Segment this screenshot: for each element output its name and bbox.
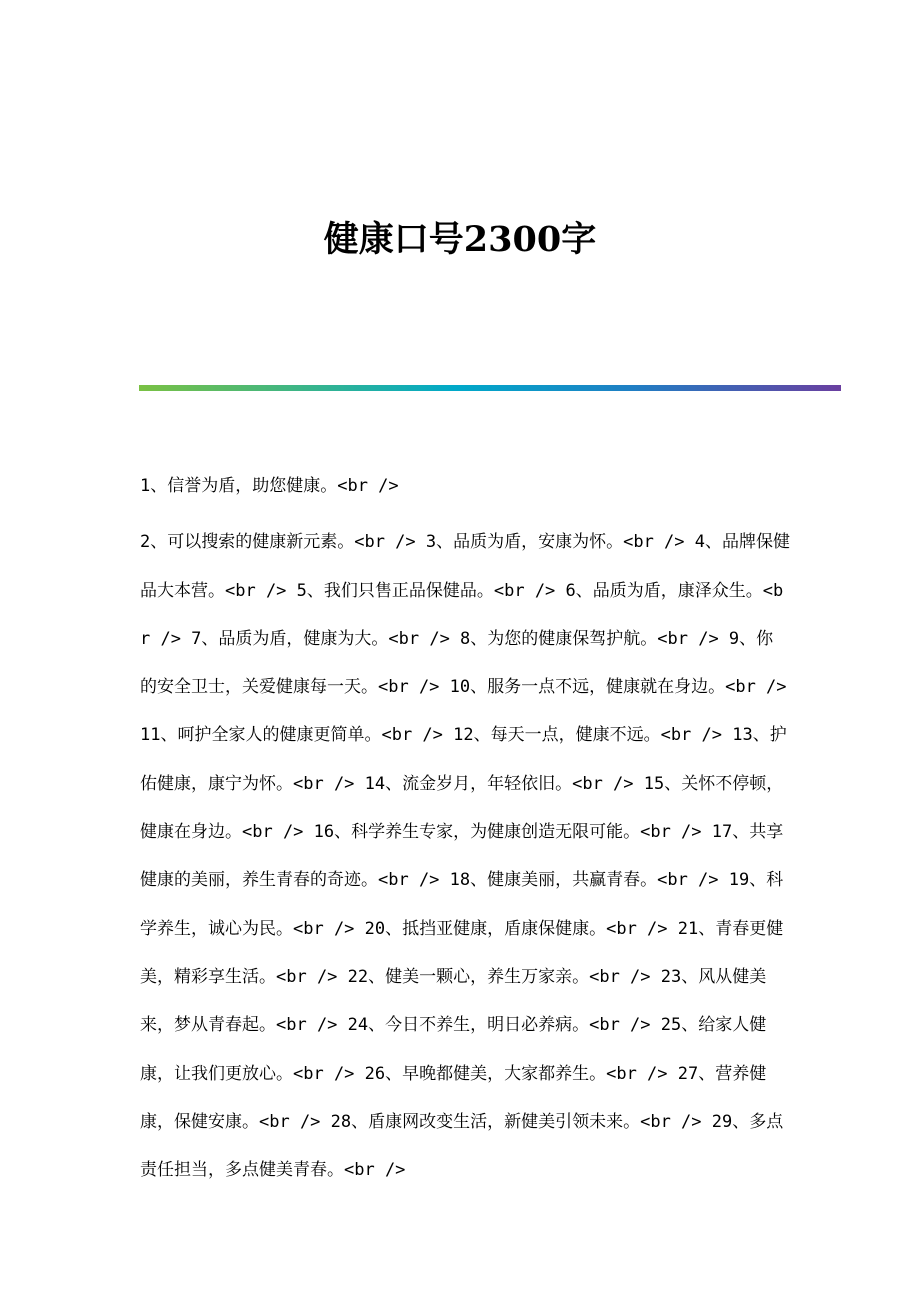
paragraph-1: 1、信誉为盾，助您健康。<br /> <box>140 476 399 496</box>
title-divider-rule <box>139 385 841 391</box>
document-body <box>140 462 790 1194</box>
paragraph-2: 2、可以搜索的健康新元素。<br /> 3、品质为盾，安康为怀。<br /> 4、品牌保健品大本营。<br /> 5、我们只售正品保健品。<br /> 6、品质为盾，康泽众生。<br /> 7、品质为盾，健康为大。<br /> 8、为您的健康保驾护航。<br /> 9、你的安全卫士，关爱健康每一天。<br /> 10、服务一点不远，健康就在身边。<br /> 11、呵护全家人的健康更简单。<br /> 12、每天一点，健康不远。<br /> 13、护佑健康，康宁为怀。<br /> 14、流金岁月，年轻依旧。<br /> 15、关怀不停顿，健康在身边。<br /> 16、科学养生专家，为健康创造无限可能。<br /> 17、共享健康的美丽，养生青春的奇迹。<br /> 18、健康美丽，共赢青春。<br /> 19、科学养生，诚心为民。<br /> 20、抵挡亚健康，盾康保健康。<br /> 21、青春更健美，精彩享生活。<br /> 22、健美一颗心，养生万家亲。<br /> 23、风从健美来，梦从青春起。<br /> 24、今日不养生，明日必养病。<br /> 25、给家人健康，让我们更放心。<br /> 26、早晚都健美，大家都养生。<br /> 27、营养健康，保健安康。<br /> 28、盾康网改变生活，新健美引领未来。<br /> 29、多点责任担当，多点健美青春。<br /> <box>140 532 790 1181</box>
page-title: 健康口号2300字 <box>323 219 597 260</box>
